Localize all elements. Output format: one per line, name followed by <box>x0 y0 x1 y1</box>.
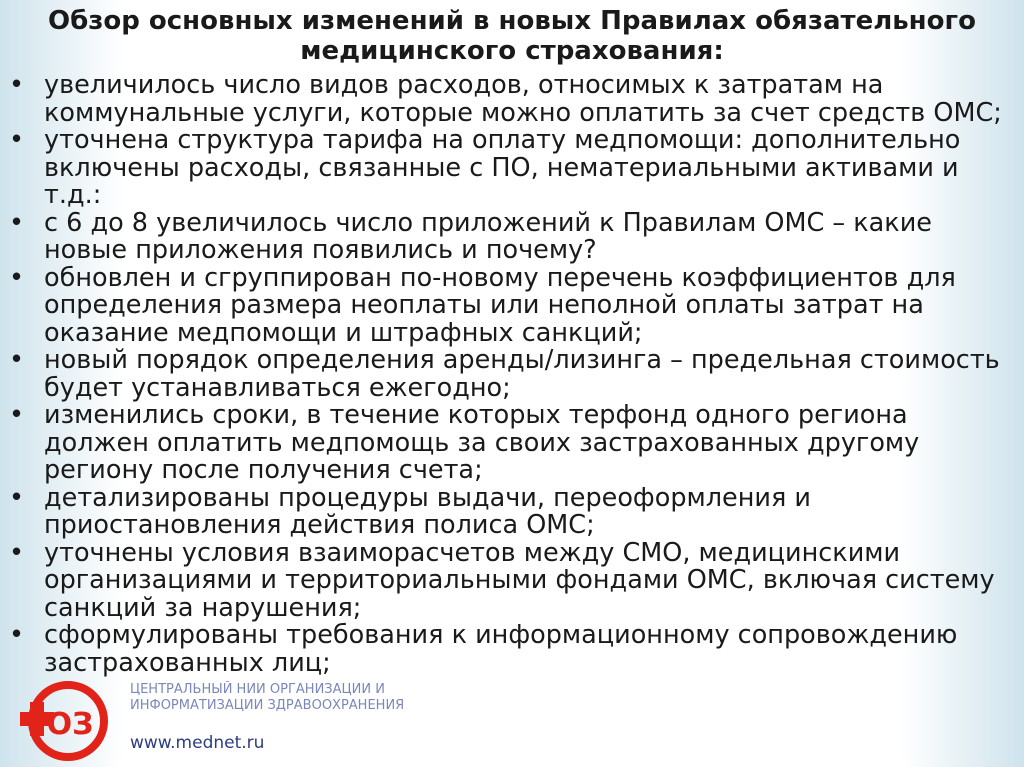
bullet-dot: • <box>9 70 25 100</box>
bullet-text: сформулированы требования к информационному сопровождению застрахованных лиц; <box>44 620 958 678</box>
bullet-text: с 6 до 8 увеличилось число приложений к Правилам ОМС – какие новые приложения появились и почему? <box>44 207 932 265</box>
cross-circle-logo-icon <box>18 676 108 766</box>
bullet-dot: • <box>9 400 25 430</box>
bullet-item <box>0 402 1024 485</box>
footer-logo <box>18 676 438 766</box>
logo-mark-text: ОЗ <box>46 707 94 742</box>
bullet-text: увеличилось число видов расходов, относимых к затратам на коммунальные услуги, которые можно оплатить за счет средств ОМС; <box>44 70 1002 128</box>
bullet-list <box>0 72 1024 677</box>
bullet-text: уточнена структура тарифа на оплату медпомощи: дополнительно включены расходы, связанные с ПО, нематериальными активами и т.д.: <box>44 125 961 210</box>
bullet-text: изменились сроки, в течение которых терфонд одного региона должен оплатить медпомощь за своих застрахованных другому региону после получения счета; <box>44 400 920 485</box>
bullet-text: детализированы процедуры выдачи, переоформления и приостановления действия полиса ОМС; <box>44 482 811 540</box>
logo-org-name: ЦЕНТРАЛЬНЫЙ НИИ ОРГАНИЗАЦИИ И ИНФОРМАТИЗАЦИИ ЗДРАВООХРАНЕНИЯ <box>130 682 405 713</box>
bullet-item <box>0 127 1024 210</box>
bullet-text: обновлен и сгруппирован по-новому перечень коэффициентов для определения размера неоплаты или неполной оплаты затрат на оказание медпомощи и штрафных санкций; <box>44 262 956 348</box>
bullet-item <box>0 262 1024 348</box>
bullet-dot: • <box>9 482 25 513</box>
bullet-item <box>0 72 1024 127</box>
bullet-dot: • <box>9 262 25 293</box>
bullet-dot: • <box>9 345 25 375</box>
bullet-item <box>0 207 1024 265</box>
bullet-dot: • <box>9 620 25 650</box>
bullet-text: уточнены условия взаиморасчетов между СМО, медицинскими организациями и территориальными фондами ОМС, включая систему санкций за нарушения; <box>44 537 995 623</box>
logo-website-link[interactable]: www.mednet.ru <box>130 733 265 753</box>
bullet-dot: • <box>9 125 25 155</box>
bullet-item <box>0 537 1024 623</box>
bullet-dot: • <box>9 207 25 238</box>
bullet-text: новый порядок определения аренды/лизинга – предельная стоимость будет устанавливаться ежегодно; <box>44 345 1000 403</box>
bullet-item <box>0 347 1024 402</box>
bullet-item <box>0 622 1024 677</box>
bullet-dot: • <box>9 537 25 568</box>
bullet-item <box>0 482 1024 540</box>
slide-title: Обзор основных изменений в новых Правилах обязательного медицинского страхования: <box>48 6 976 66</box>
